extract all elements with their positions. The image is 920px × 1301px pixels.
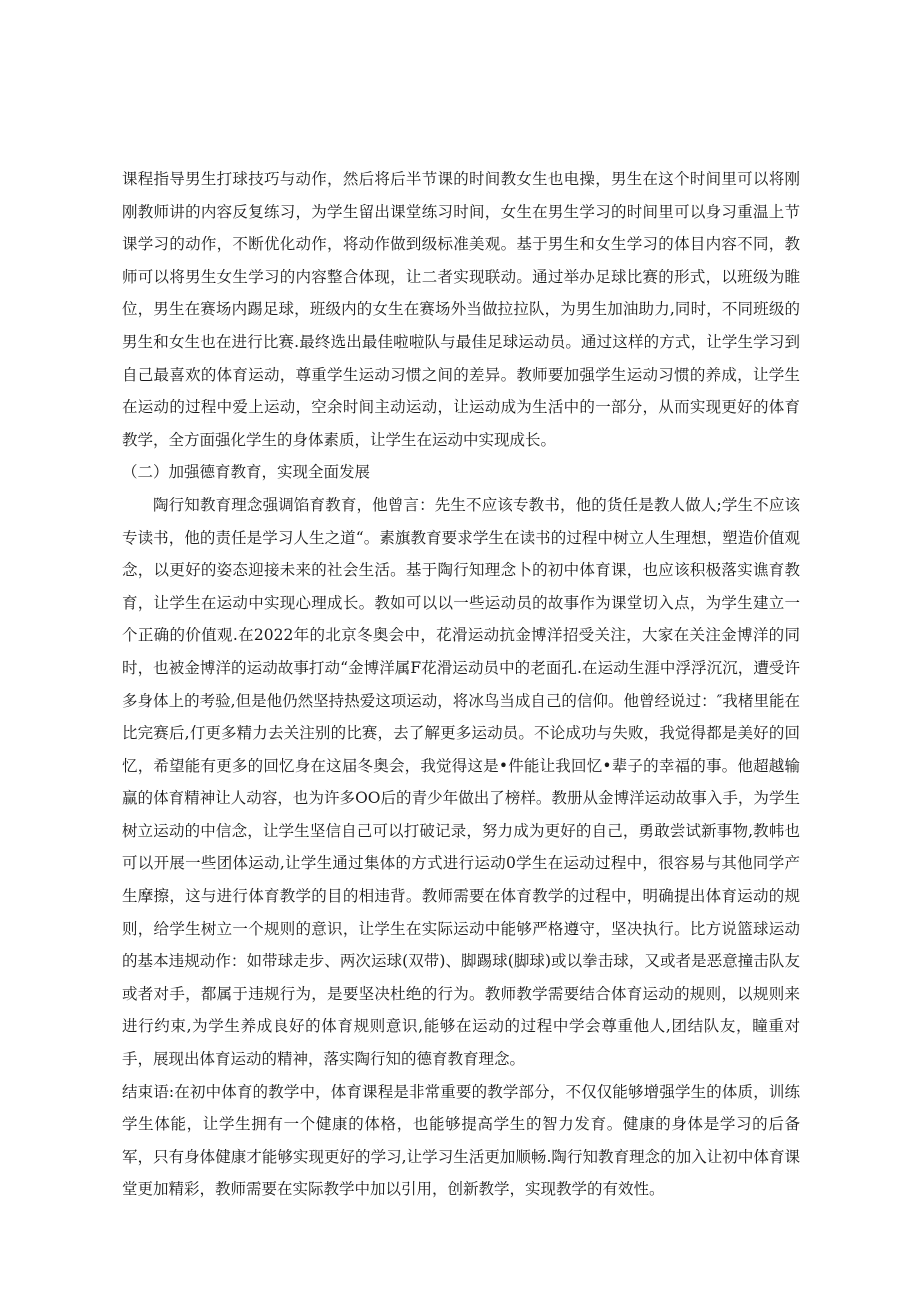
continuation-paragraph: 课程指导男生打球技巧与动作，然后将后半节课的时间教女生也电操，男生在这个时间里可以将刚刚教师讲的内容反复练习，为学生留出课堂练习时间，女生在男生学习的时间里可以身习重温上节课学习的动作，不断优化动作，将动作做到级标准美观。基于男生和女生学习的体目内容不同，教师可以将男生女生学习的内容整合体现，让二者实现联动。通过举办足球比赛的形式，以班级为睢位，男生在赛场内踢足球，班级内的女生在赛场外当做拉拉队，为男生加油助力,同时，不同班级的男生和女生也在进行比赛.最终选出最佳啦啦队与最佳足球运动员。通过这样的方式，让学生学习到自己最喜欢的体育运动，尊重学生运动习惯之间的差异。教师要加强学生运动习惯的养成，让学生在运动的过程中爱上运动，空余时间主动运动，让运动成为生活中的一部分，从而实现更好的体育教学，全方面强化学生的身体素质，让学生在运动中实现成长。 — [122, 170, 800, 449]
moral-education-paragraph: 陶行知教育理念强调馅育教育，他曾言：先生不应该专教书，他的货任是教人做人;学生不应该专读书，他的责任是学习人生之道“。素旗教育要求学生在读书的过程中树立人生理想，塑造价值观念，以更好的姿态迎接未来的社会生活。基于陶行知理念卜的初中体育课，也应该积极落实谯育教育，让学生在运动中实现心理成长。教如可以以一些运动员的故事作为课堂切入点，为学生建立一个正确的价值观.在2022年的北京冬奥会中，花滑运动抗金博洋招受关注，大家在关注金博洋的同时，也被金博洋的运动故事打动“金博洋属F花滑运动员中的老面孔.在运动生涯中浮浮沉沉，遭受许多身体上的考验,但是他仍然坚持热爱这项运动，将冰鸟当成自己的信仰。他曾经说过：″我楮里能在比完赛后,仃更多精力去关注别的比赛，去了解更多运动员。不论成功与失败，我觉得都是美好的回忆，希望能有更多的回忆身在这届冬奥会，我觉得这是•件能让我回忆•辈子的幸福的事。他超越输赢的体育精神让人动容，也为许多OO后的青少年做出了榜样。教册从金博洋运动故事入手，为学生树立运动的中信念，让学生坚信自己可以打破记录，努力成为更好的自己，勇敢尝试新事物,教帏也可以开展一些团体运动,让学生通过集体的方式进行运动0学生在运动过程中，很容易与其他同学产生摩擦，这与进行体育教学的目的相违背。教师需要在体育教学的过程中，明确提出体育运动的规则，给学生树立一个规则的意识，让学生在实际运动中能够严格遵守，坚决执行。比方说篮球运动的基本违规动作：如带球走步、两次运球(双带)、脚踢球(脚球)或以拳击球，又或者是恶意撞击队友或者对手，都属于违规行为，是要坚决杜绝的行为。教师教学需要结合体育运动的规则，以规则来进行约束,为学生养成良好的体育规则意识,能够在运动的过程中学会尊重他人,团结队友，瞳重对手，展现出体育运动的精神，落实陶行知的德育教育理念。 — [122, 495, 800, 1069]
conclusion-paragraph: 结束语:在初中体育的教学中，体育课程是非常重要的教学部分，不仅仅能够增强学生的体质，训练学生体能，让学生拥有一个健康的体格，也能够提高学生的智力发育。健康的身体是学习的后备军，只有身体健康才能够实现更好的学习,让学习生活更加顺畅.陶行知教育理念的加入让初中体育课堂更加精彩，教师需要在实际教学中加以引用，创新教学，实现教学的有效性。 — [122, 1082, 800, 1199]
article-body — [122, 163, 800, 1206]
section-heading: （二）加强德育教育，实现全面发展 — [122, 463, 371, 482]
